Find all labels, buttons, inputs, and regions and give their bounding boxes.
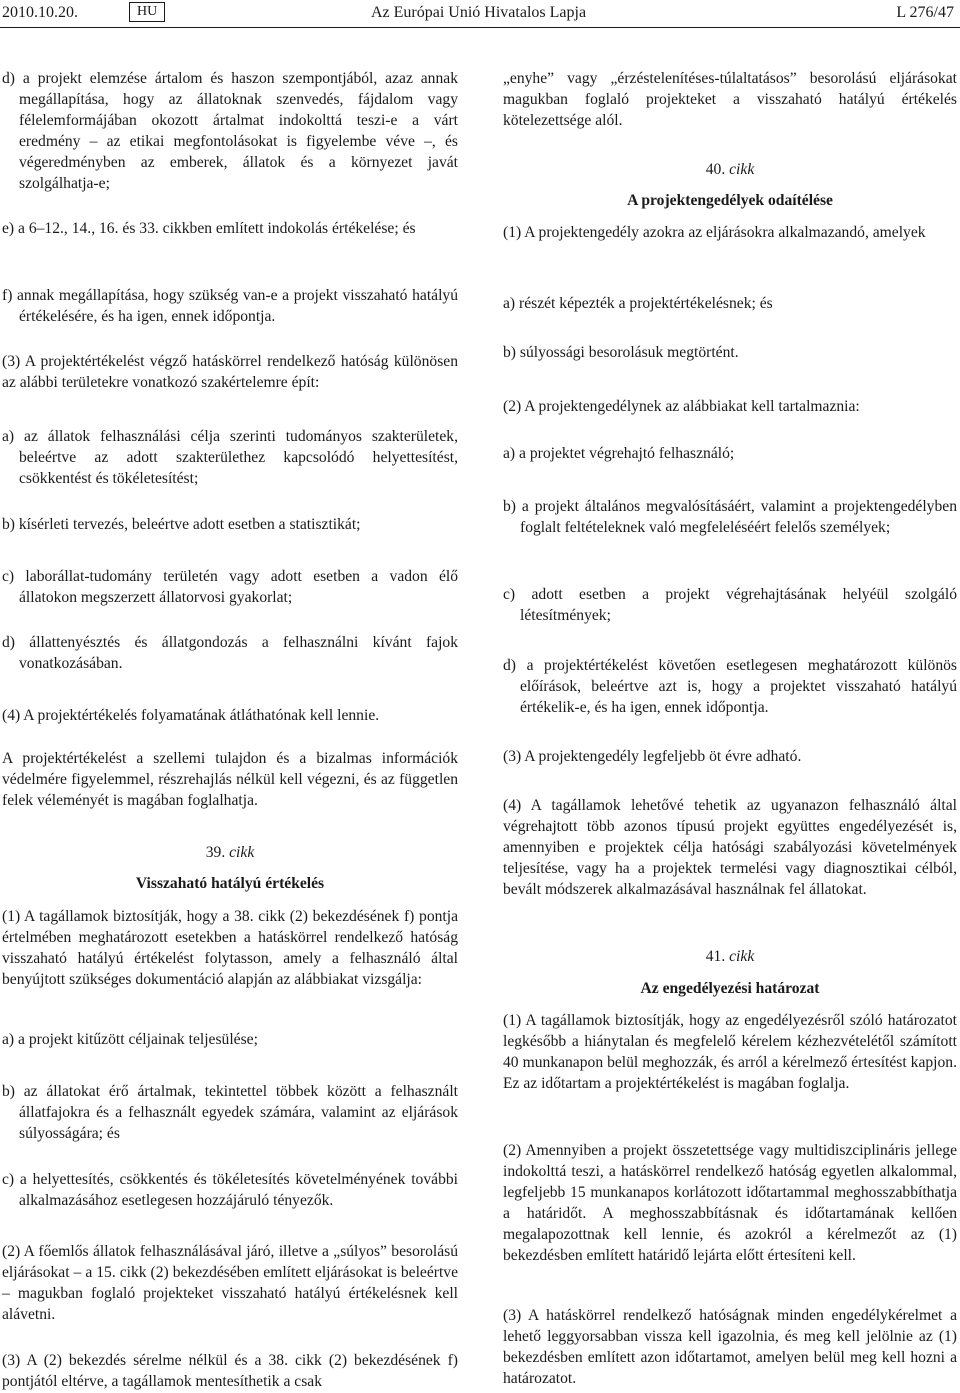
article-number	[503, 946, 957, 967]
paragraph: a) a projektet végrehajtó felhasználó;	[503, 445, 735, 462]
article-title: Az engedélyezési határozat	[640, 980, 820, 997]
paragraph: (2) A projektengedélynek az alábbiakat kell tartalmaznia:	[503, 398, 860, 415]
article-number-value: 40.	[705, 161, 726, 178]
paragraph: a) részét képezték a projektértékelésnek; és	[503, 295, 773, 312]
paragraph: b) kísérleti tervezés, beleértve adott esetben a statisztikát;	[2, 516, 361, 533]
paragraph: d) a projekt elemzése ártalom és haszon szempontjából, azaz annak megállapítása, hogy az állatoknak szenvedés, fájdalom vagy félelemformájában okozott ártalmat indokolttá teszi-e a várt eredmény – az etikai megfontolásokat is figyelembe véve –, és végeredményben az emberek, állatok és a környezet javát szolgálhatja-e;	[2, 70, 458, 192]
article-number-value: 39.	[205, 844, 226, 861]
article-number	[2, 842, 458, 863]
paragraph: b) a projekt általános megvalósításáért, valamint a projektengedélyben foglalt feltételeknek való megfeleléséért felelős személyek;	[503, 498, 957, 536]
paragraph: (2) A főemlős állatok felhasználásával járó, illetve a „súlyos” besorolású eljárásokat – a 15. cikk (2) bekezdésében említett eljárásokat is beleértve – magukban foglaló projekteket visszaható hatályú értékelésnek kell alávetni.	[2, 1243, 458, 1323]
paragraph: c) adott esetben a projekt végrehajtásának helyéül szolgáló létesítmények;	[503, 586, 957, 624]
paragraph: (1) A tagállamok biztosítják, hogy az engedélyezésről szóló határozatot legkésőbb a hiánytalan és megfelelő kérelem kézhezvételétől számított 40 munkanapon belül meghozzák, és arról a kérelmező értesítést kapjon. Ez az időtartam a projektértékelést is magában foglalja.	[503, 1012, 957, 1092]
language-badge: HU	[129, 2, 165, 22]
paragraph: (3) A projektértékelést végző hatáskörrel rendelkező hatóság különösen az alábbi területekre vonatkozó szakértelemre épít:	[2, 353, 458, 391]
article-title: A projektengedélyek odaítélése	[627, 192, 833, 209]
header-divider	[0, 27, 960, 28]
paragraph: (1) A tagállamok biztosítják, hogy a 38. cikk (2) bekezdésének f) pontja értelmében meghatározott esetekben a hatáskörrel rendelkező hatóság visszaható hatályú értékelést folytasson, amely a felhasználó által benyújtott szükséges dokumentáció alapján az alábbiakat vizsgálja:	[2, 908, 458, 988]
article-label: cikk	[729, 948, 755, 965]
paragraph: f) annak megállapítása, hogy szükség van-e a projekt visszaható hatályú értékelésére, és ha igen, ennek időpontja.	[2, 287, 458, 325]
paragraph: (3) A hatáskörrel rendelkező hatóságnak minden engedélykérelmet a lehető leggyorsabban vissza kell igazolnia, és meg kell jelölnie az (1) bekezdésben említett azon időtartamot, amelyen belül meg kell hozni a határozatot.	[503, 1307, 957, 1387]
paragraph: „enyhe” vagy „érzéstelenítéses-túlaltatásos” besorolású eljárásokat magukban foglaló projekteket a visszaható hatályú értékelés kötelezettsége alól.	[503, 70, 957, 129]
paragraph: d) a projektértékelést követően esetlegesen meghatározott különös előírások, beleértve azt is, hogy a projektet visszaható hatályú értékelik-e, és ha igen, ennek időpontja.	[503, 657, 957, 716]
paragraph: (4) A tagállamok lehetővé tehetik az ugyanazon felhasználó által végrehajtott több azonos típusú projekt együttes engedélyezését is, amennyiben e projektek célja hatósági szabályozási követelmények teljesítése, vagy ha a projektek termelési vagy diagnosztikai célból, bevált módszerek alkalmazásával használnak fel állatokat.	[503, 797, 957, 898]
article-number	[503, 159, 957, 180]
article-label: cikk	[229, 844, 255, 861]
article-label: cikk	[729, 161, 755, 178]
paragraph: a) az állatok felhasználási célja szerinti tudományos szakterületek, beleértve az adott szakterülethez kapcsolódó helyettesítést, csökkentést és tökéletesítést;	[2, 428, 458, 487]
paragraph: (3) A projektengedély legfeljebb öt évre adható.	[503, 748, 802, 765]
paragraph: a) a projekt kitűzött céljainak teljesülése;	[2, 1031, 258, 1048]
paragraph: A projektértékelést a szellemi tulajdon és a bizalmas információk védelmére figyelemmel, részrehajlás nélkül kell végezni, és az független felek véleményét is magában foglalhatja.	[2, 750, 458, 809]
paragraph: (3) A (2) bekezdés sérelme nélkül és a 38. cikk (2) bekezdésének f) pontjától eltérve, a tagállamok mentesíthetik a csak	[2, 1352, 458, 1390]
article-number-value: 41.	[705, 948, 726, 965]
article-title: Visszaható hatályú értékelés	[135, 875, 325, 892]
page-header	[0, 0, 960, 28]
publication-date: 2010.10.20.	[2, 4, 78, 21]
journal-title: Az Európai Unió Hivatalos Lapja	[371, 4, 587, 21]
paragraph: (4) A projektértékelés folyamatának átláthatónak kell lennie.	[2, 707, 380, 724]
page-number: L 276/47	[896, 4, 954, 21]
paragraph: b) az állatokat érő ártalmak, tekintettel többek között a felhasznált állatfajokra és a felhasznált egyedek számára, valamint az eljárások súlyosságára; és	[2, 1083, 458, 1142]
paragraph: e) a 6–12., 14., 16. és 33. cikkben említett indokolás értékelése; és	[2, 220, 416, 237]
paragraph: d) állattenyésztés és állatgondozás a felhasználni kívánt fajok vonatkozásában.	[2, 634, 458, 672]
paragraph: (2) Amennyiben a projekt összetettsége vagy multidiszciplináris jellege indokolttá teszi, a hatáskörrel rendelkező hatóság egyetlen alkalommal, legfeljebb 15 munkanapos korlátozott időtartammal meghosszabbíthatja a határidőt. A meghosszabbításnak és időtartamának kellően megalapozottnak kell lennie, és azokról a kérelmezőt az (1) bekezdésben említett határidő lejárta előtt értesíteni kell.	[503, 1142, 957, 1264]
paragraph: c) a helyettesítés, csökkentés és tökéletesítés követelményének további alkalmazásához esetlegesen hozzájáruló tényezők.	[2, 1171, 458, 1209]
paragraph: (1) A projektengedély azokra az eljárásokra alkalmazandó, amelyek	[503, 224, 926, 241]
paragraph: c) laborállat-tudomány területén vagy adott esetben a vadon élő állatokon megszerzett állatorvosi gyakorlat;	[2, 568, 458, 606]
paragraph: b) súlyossági besorolásuk megtörtént.	[503, 344, 739, 361]
